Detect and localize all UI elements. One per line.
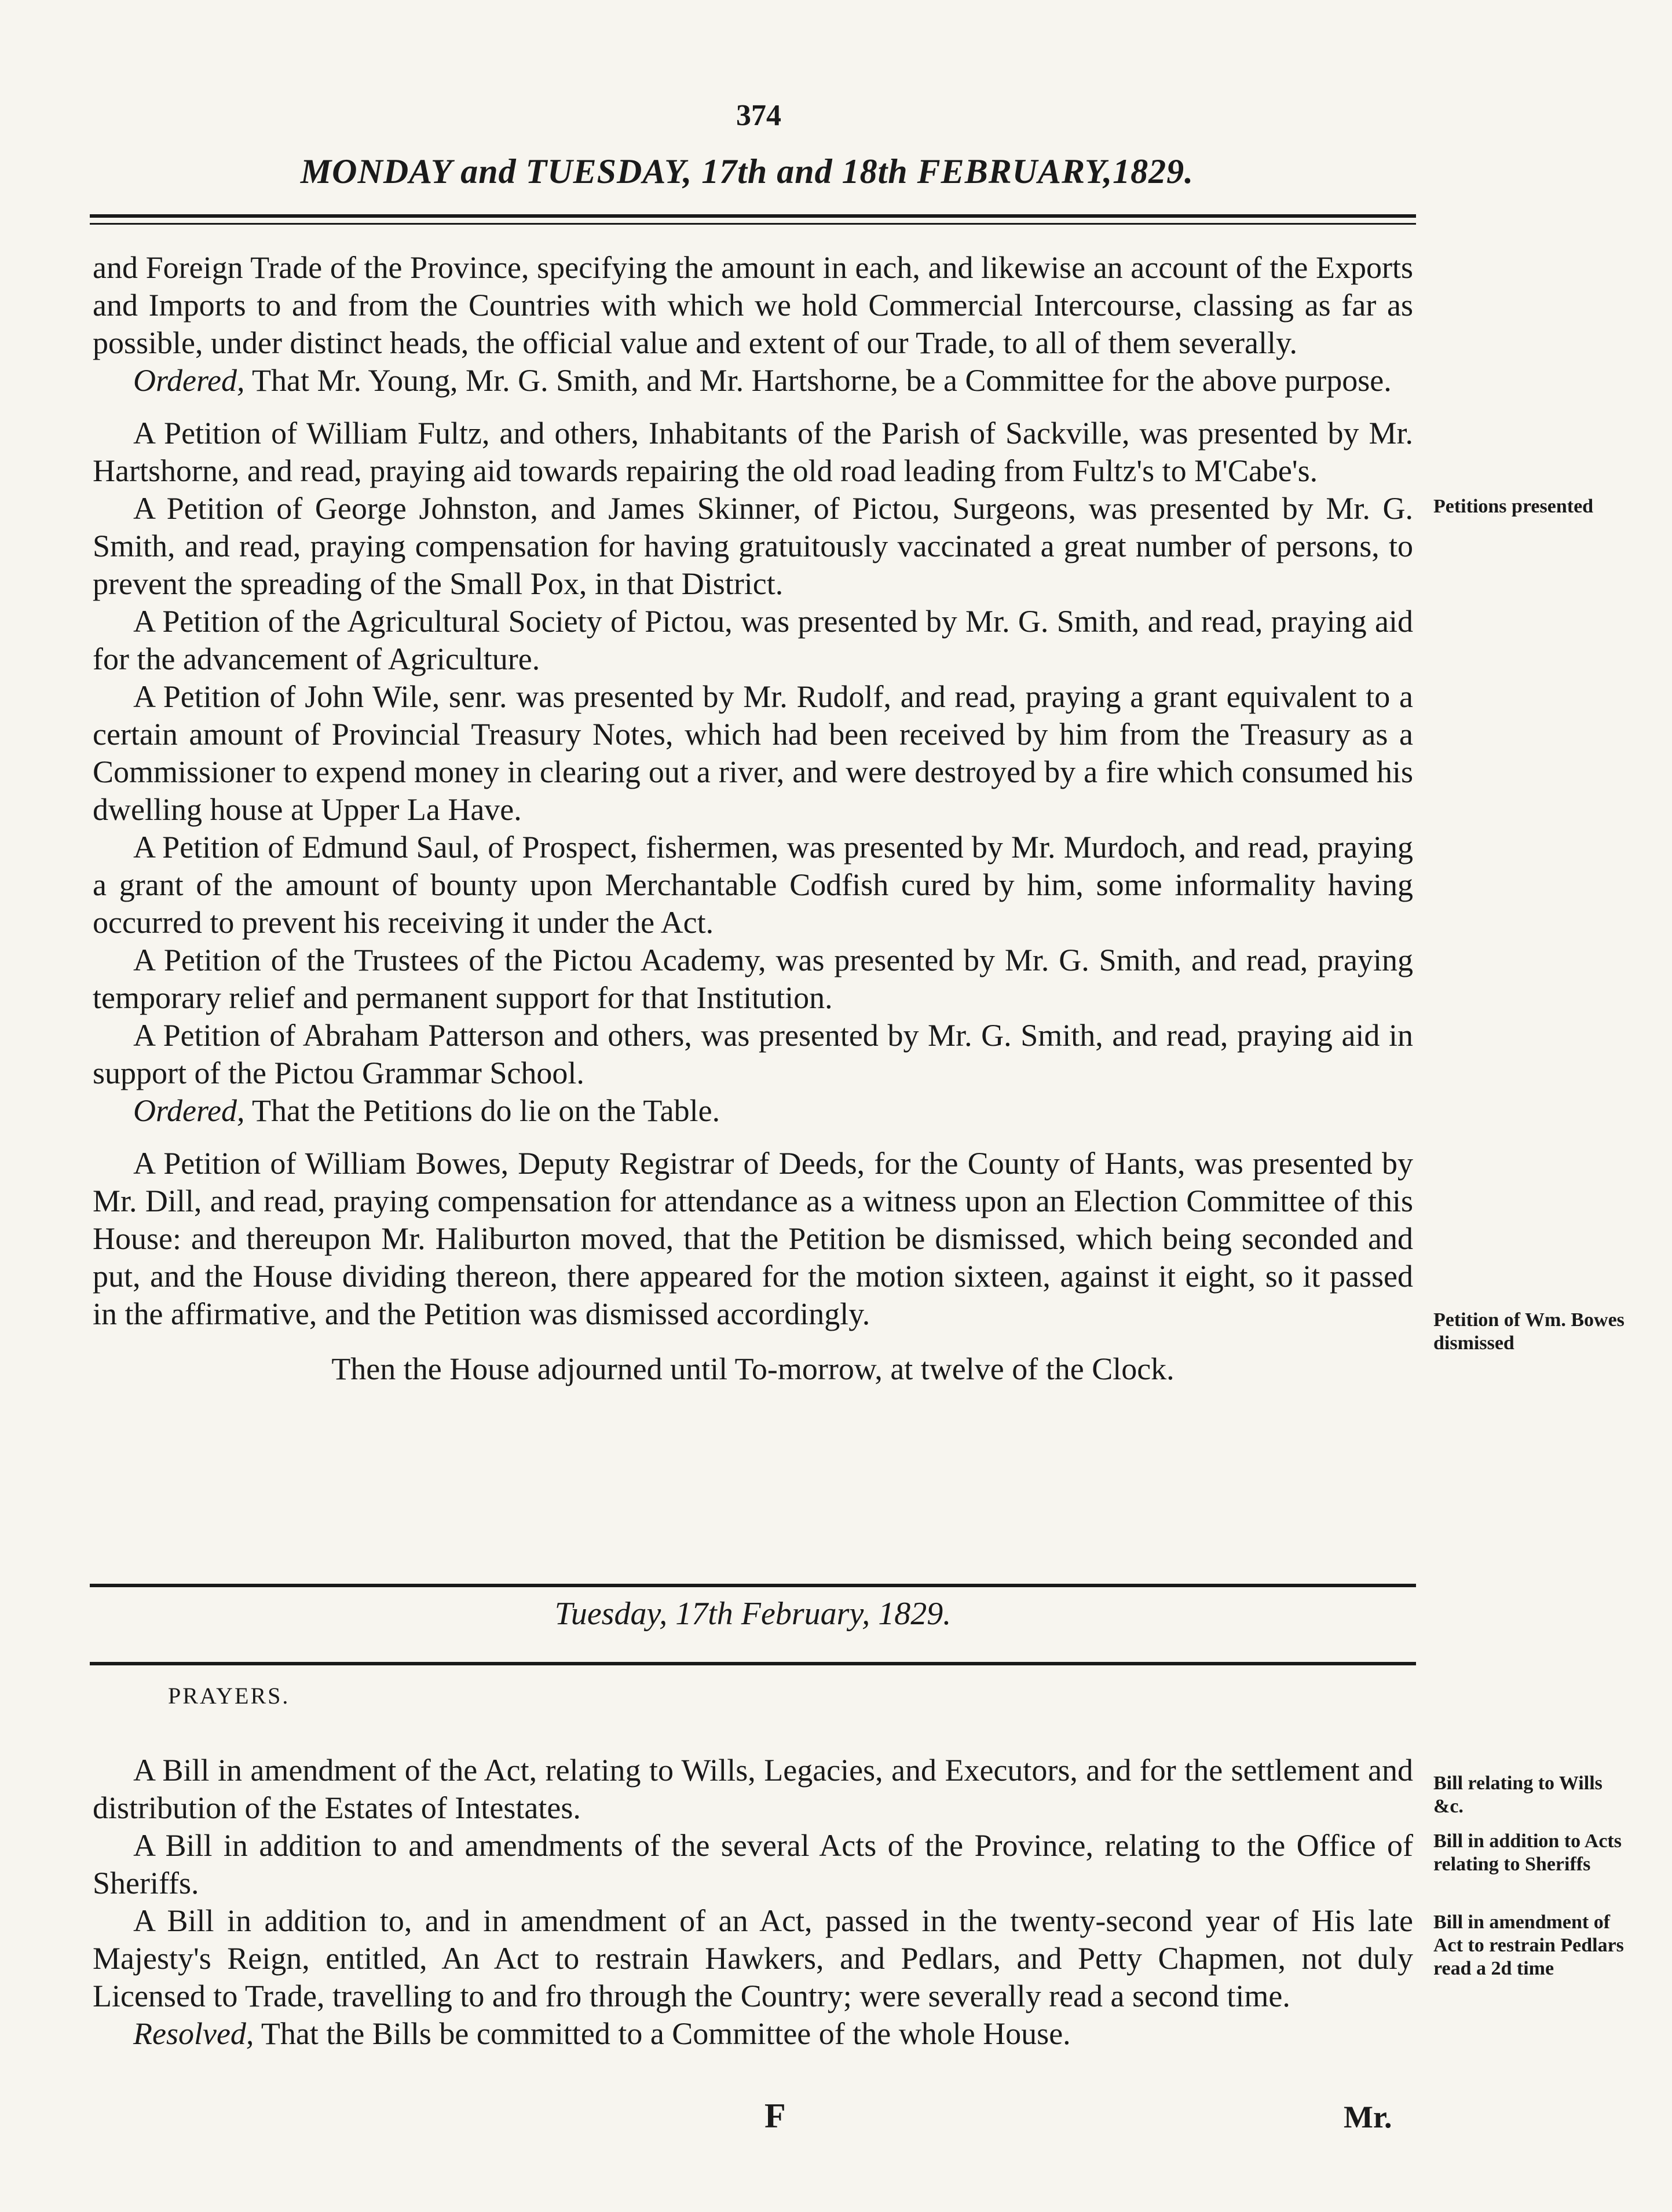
bill-wills: A Bill in amendment of the Act, relating to Wills, Legacies, and Executors, and for the settlement and distribution of the Estates of Intestates.: [93, 1753, 1413, 1825]
paragraph-ordered-committee: [93, 362, 1413, 400]
margin-note-petitions-presented: Petitions presented: [1433, 496, 1594, 517]
petition-bowes: A Petition of William Bowes, Deputy Registrar of Deeds, for the County of Hants, was presented by Mr. Dill, and read, praying compensation for attendance as a witness upon an Election Committee of this House: and thereupon Mr. Haliburton moved, that the Petition be dismissed, which being seconded and put, and the House dividing thereon, there appeared for the motion sixteen, against it eight, so it passed in the affirmative, and the Petition was dismissed accordingly.: [93, 1146, 1413, 1331]
petition-agricultural-society: A Petition of the Agricultural Society of Pictou, was presented by Mr. G. Smith, and read, praying aid for the advancement of Agriculture.: [93, 604, 1413, 676]
catchword: Mr.: [1344, 2100, 1392, 2134]
header-rule-thin: [90, 223, 1416, 225]
petition-patterson: A Petition of Abraham Patterson and others, was presented by Mr. G. Smith, and read, praying aid in support of the Pictou Grammar School.: [93, 1018, 1413, 1090]
section-rule-top: [90, 1584, 1416, 1587]
petition-pictou-academy: A Petition of the Trustees of the Pictou Academy, was presented by Mr. G. Smith, and read, praying temporary relief and permanent support for that Institution.: [93, 943, 1413, 1015]
running-head: MONDAY and TUESDAY, 17th and 18th FEBRUARY,1829.: [300, 152, 1194, 191]
signature-mark: F: [764, 2097, 786, 2135]
ordered-text-2: That the Petitions do lie on the Table.: [244, 1093, 720, 1128]
paragraph-ordered-table: [93, 1092, 1413, 1130]
prayers-heading: PRAYERS.: [168, 1683, 290, 1709]
bill-sheriffs: A Bill in addition to and amendments of the several Acts of the Province, relating to the Office of Sheriffs.: [93, 1828, 1413, 1900]
petition-johnston: A Petition of George Johnston, and James Skinner, of Pictou, Surgeons, was presented by Mr. G. Smith, and read, praying compensation for having gratuitously vaccinated a great number of persons, to prevent the spreading of the Small Pox, in that District.: [93, 491, 1413, 601]
petition-wile: A Petition of John Wile, senr. was presented by Mr. Rudolf, and read, praying a grant equivalent to a certain amount of Provincial Treasury Notes, which had been received by him from the Treasury as a Commissioner to expend money in clearing out a river, and were destroyed by a fire which consumed his dwelling house at Upper La Have.: [93, 679, 1413, 827]
petition-saul: A Petition of Edmund Saul, of Prospect, fishermen, was presented by Mr. Murdoch, and read, praying a grant of the amount of bounty upon Merchantable Codfish cured by him, some informality having occurred to prevent his receiving it under the Act.: [93, 830, 1413, 940]
tuesday-proceedings: [93, 1752, 1413, 2053]
adjournment: Then the House adjourned until To-morrow, at twelve of the Clock.: [331, 1352, 1175, 1386]
margin-note-bowes-dismissed: Petition of Wm. Bowes dismissed: [1433, 1309, 1625, 1354]
header-rule: [90, 214, 1416, 218]
monday-proceedings: [93, 249, 1413, 1388]
page-number: 374: [736, 99, 781, 132]
resolved-text: That the Bills be committed to a Committee of the whole House.: [254, 2016, 1071, 2051]
ordered-label-2: Ordered,: [133, 1093, 245, 1128]
ordered-text: That Mr. Young, Mr. G. Smith, and Mr. Hartshorne, be a Committee for the above purpose.: [244, 363, 1392, 398]
margin-note-bill-sheriffs: Bill in addition to Acts relating to Sheriffs: [1433, 1830, 1622, 1875]
margin-note-bill-pedlars: Bill in amendment of Act to restrain Pedlars read a 2d time: [1433, 1911, 1624, 1979]
paragraph-resolved: [93, 2015, 1413, 2053]
bill-pedlars: A Bill in addition to, and in amendment of an Act, passed in the twenty-second year of His late Majesty's Reign, entitled, An Act to restrain Hawkers, and Pedlars, and Petty Chapmen, not duly Licensed to Trade, travelling to and fro through the Country; were severally read a second time.: [93, 1903, 1413, 2013]
margin-note-bill-wills: Bill relating to Wills &c.: [1433, 1772, 1603, 1817]
ordered-label: Ordered,: [133, 363, 245, 398]
resolved-label: Resolved,: [133, 2016, 254, 2051]
section-rule-bottom: [90, 1662, 1416, 1665]
petition-fultz: A Petition of William Fultz, and others, Inhabitants of the Parish of Sackville, was presented by Mr. Hartshorne, and read, praying aid towards repairing the old road leading from Fultz's to M'Cabe's.: [93, 416, 1413, 488]
paragraph-trade-account: and Foreign Trade of the Province, specifying the amount in each, and likewise an account of the Exports and Imports to and from the Countries with which we hold Commercial Intercourse, classing as far as possible, under distinct heads, the official value and extent of our Trade, to all of them severally.: [93, 250, 1413, 360]
tuesday-date-heading: Tuesday, 17th February, 1829.: [554, 1596, 952, 1632]
